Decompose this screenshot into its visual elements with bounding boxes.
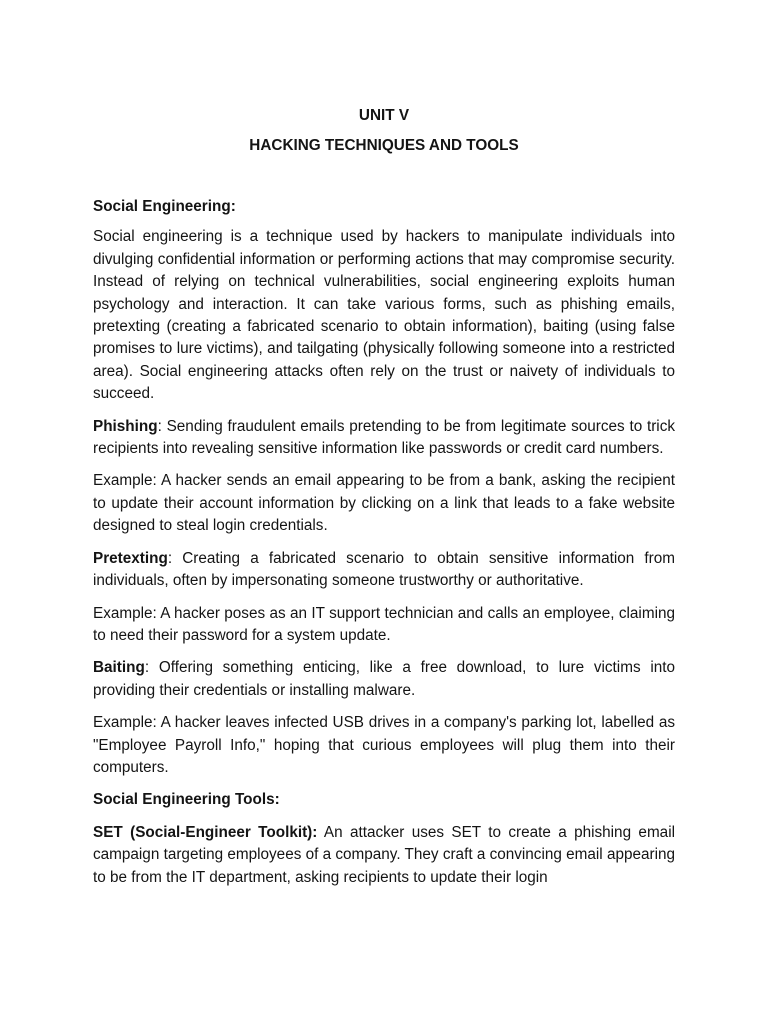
- tools-heading: Social Engineering Tools:: [93, 791, 280, 809]
- phishing-example: Example: A hacker sends an email appearing to be from a bank, asking the recipient to update their account information by clicking on a link that leads to a fake website designed to steal login credentials.: [93, 472, 675, 535]
- pretexting-term: Pretexting: [93, 549, 168, 567]
- pretexting-definition: [93, 548, 675, 593]
- baiting-definition-text: : Offering something enticing, like a free download, to lure victims into providing their credentials or installing malware.: [93, 659, 675, 699]
- baiting-example: Example: A hacker leaves infected USB drives in a company's parking lot, labelled as "Employee Payroll Info," hoping that curious employees will plug them into their computers.: [93, 714, 675, 776]
- set-tool-paragraph: [93, 822, 675, 889]
- unit-title: UNIT V: [358, 107, 410, 124]
- baiting-term: Baiting: [93, 659, 145, 677]
- pretexting-definition-text: : Creating a fabricated scenario to obtain sensitive information from individuals, often by impersonating someone trustworthy or authoritative.: [93, 549, 675, 590]
- baiting-definition: [93, 657, 675, 702]
- set-term: SET (Social-Engineer Toolkit):: [93, 823, 318, 841]
- document-title: HACKING TECHNIQUES AND TOOLS: [249, 137, 519, 154]
- phishing-definition-text: : Sending fraudulent emails pretending to be from legitimate sources to trick recipients into revealing sensitive information like passwords or credit card numbers.: [93, 417, 675, 458]
- social-engineering-heading: Social Engineering:: [93, 198, 236, 215]
- pretexting-example: Example: A hacker poses as an IT support technician and calls an employee, claiming to need their password for a system update.: [93, 604, 675, 644]
- phishing-definition: [93, 416, 675, 461]
- social-engineering-intro: Social engineering is a technique used by hackers to manipulate individuals into divulging confidential information or performing actions that may compromise security. Instead of relying on technical vulnerabilities, social engineering exploits human psychology and interaction. It can take various forms, such as phishing emails, pretexting (creating a fabricated scenario to obtain information), baiting (using false promises to lure victims), and tailgating (physically following someone into a restricted area). Social engineering attacks often rely on the trust or naivety of individuals to succeed.: [93, 228, 675, 403]
- phishing-term: Phishing: [93, 417, 158, 435]
- set-text: An attacker uses SET to create a phishing email campaign targeting employees of a company. They craft a convincing email appearing to be from the IT department, asking recipients to update their login: [93, 823, 675, 886]
- document-page: [93, 100, 675, 889]
